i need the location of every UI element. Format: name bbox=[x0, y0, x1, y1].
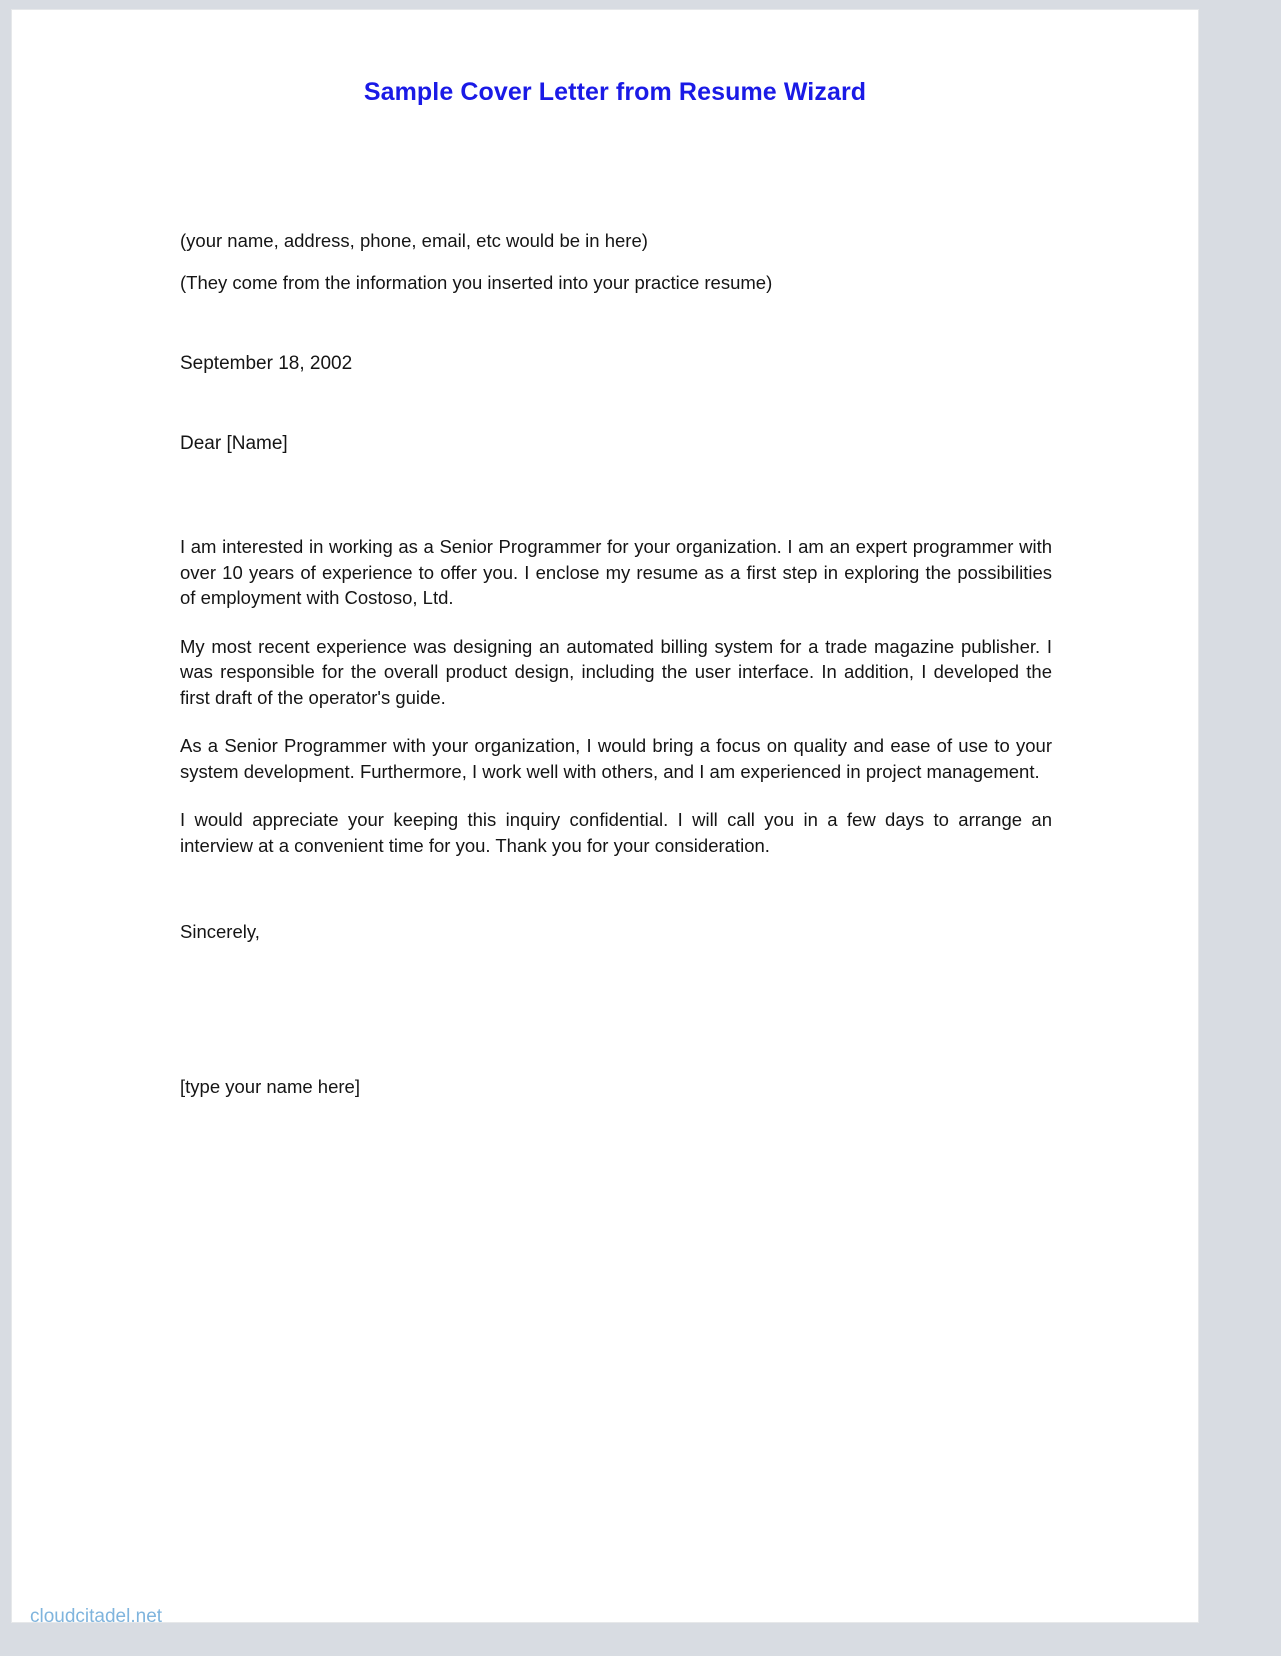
header-note-contact: (your name, address, phone, email, etc would be in here) bbox=[180, 230, 648, 251]
spacer bbox=[180, 881, 1052, 904]
body-paragraph-1: I am interested in working as a Senior Programmer for your organization. I am an expert programmer with over 10 years of experience to offer you. I enclose my resume as a first step in exploring the possibilities of employment with Costoso, Ltd. bbox=[180, 536, 1052, 608]
spacer bbox=[180, 392, 1052, 415]
header-note-source: (They come from the information you inserted into your practice resume) bbox=[180, 271, 773, 293]
page-title: Sample Cover Letter from Resume Wizard bbox=[363, 78, 867, 106]
site-watermark: cloudcitadel.net bbox=[30, 1606, 163, 1627]
body-paragraph-4: I would appreciate your keeping this inquiry confidential. I will call you in a few days to arrange an interview at a convenient time for you. Thank you for your consideration. bbox=[180, 809, 1052, 856]
body-paragraph-3: As a Senior Programmer with your organization, I would bring a focus on quality and ease of use to your system development. Furthermore, I work well with others, and I am experienced in project management. bbox=[180, 735, 1052, 782]
body-paragraph-2: My most recent experience was designing an automated billing system for a trade magazine publisher. I was responsible for the overall product design, including the user interface. In addition, I developed the first draft of the operator's guide. bbox=[180, 635, 1052, 708]
letter-closing: Sincerely, bbox=[180, 920, 260, 942]
spacer bbox=[180, 251, 1052, 274]
spacer bbox=[180, 292, 1052, 335]
spacer bbox=[180, 472, 1052, 534]
spacer-signature bbox=[180, 960, 1052, 1060]
letter-salutation: Dear [Name] bbox=[180, 433, 288, 454]
document-content bbox=[12, 10, 1198, 1622]
letter-body bbox=[180, 232, 1052, 1115]
letter-date: September 18, 2002 bbox=[180, 353, 353, 374]
document-sheet bbox=[12, 10, 1198, 1622]
signature-placeholder: [type your name here] bbox=[180, 1076, 360, 1097]
